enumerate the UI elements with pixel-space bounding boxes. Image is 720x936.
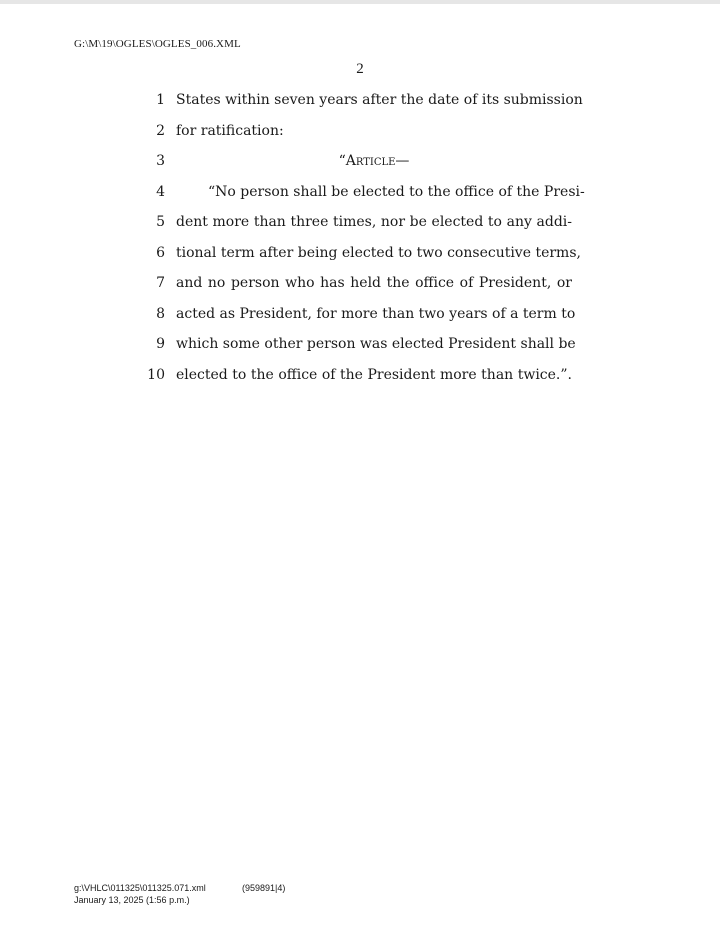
line-number: 6 (156, 245, 165, 261)
line-text: elected to the office of the President more than twice.”. (176, 367, 572, 383)
line-number: 8 (156, 306, 165, 322)
line-text: tional term after being elected to two consecutive terms, (176, 245, 581, 261)
document-line (0, 304, 720, 324)
article-heading-dash: — (395, 153, 410, 169)
footer-file-path: g:\VHLC\011325\011325.071.xml (74, 883, 206, 893)
footer-date: January 13, 2025 (1:56 p.m.) (74, 895, 190, 905)
line-text: dent more than three times, nor be elected to any addi- (176, 214, 572, 230)
line-text: acted as President, for more than two years of a term to (176, 306, 576, 322)
footer-document-id: (959891|4) (242, 883, 286, 893)
line-number: 10 (147, 367, 165, 383)
line-number: 4 (156, 184, 165, 200)
line-number: 9 (156, 336, 165, 352)
article-heading (176, 151, 572, 171)
article-heading-open-quote: “ (338, 153, 346, 169)
document-line (0, 334, 720, 354)
line-number: 2 (156, 123, 165, 139)
line-text: for ratification: (176, 123, 284, 139)
header-file-path: G:\M\19\OGLES\OGLES_006.XML (74, 38, 241, 50)
document-line (0, 151, 720, 171)
document-line (0, 273, 720, 293)
document-line (0, 212, 720, 232)
document-line (0, 243, 720, 263)
line-text: and no person who has held the office of President, or (176, 275, 572, 291)
article-heading-word: Article (345, 153, 396, 169)
document-line (0, 182, 720, 202)
line-number: 5 (156, 214, 165, 230)
line-number: 1 (156, 92, 165, 108)
line-text: “No person shall be elected to the office of the Presi- (208, 184, 585, 200)
document-line (0, 365, 720, 385)
document-line (0, 121, 720, 141)
line-number: 3 (156, 153, 165, 169)
line-text: which some other person was elected President shall be (176, 336, 576, 352)
line-number: 7 (156, 275, 165, 291)
line-text: States within seven years after the date of its submission (176, 92, 583, 108)
page-number: 2 (356, 61, 364, 77)
document-line (0, 90, 720, 110)
top-edge (0, 0, 720, 4)
